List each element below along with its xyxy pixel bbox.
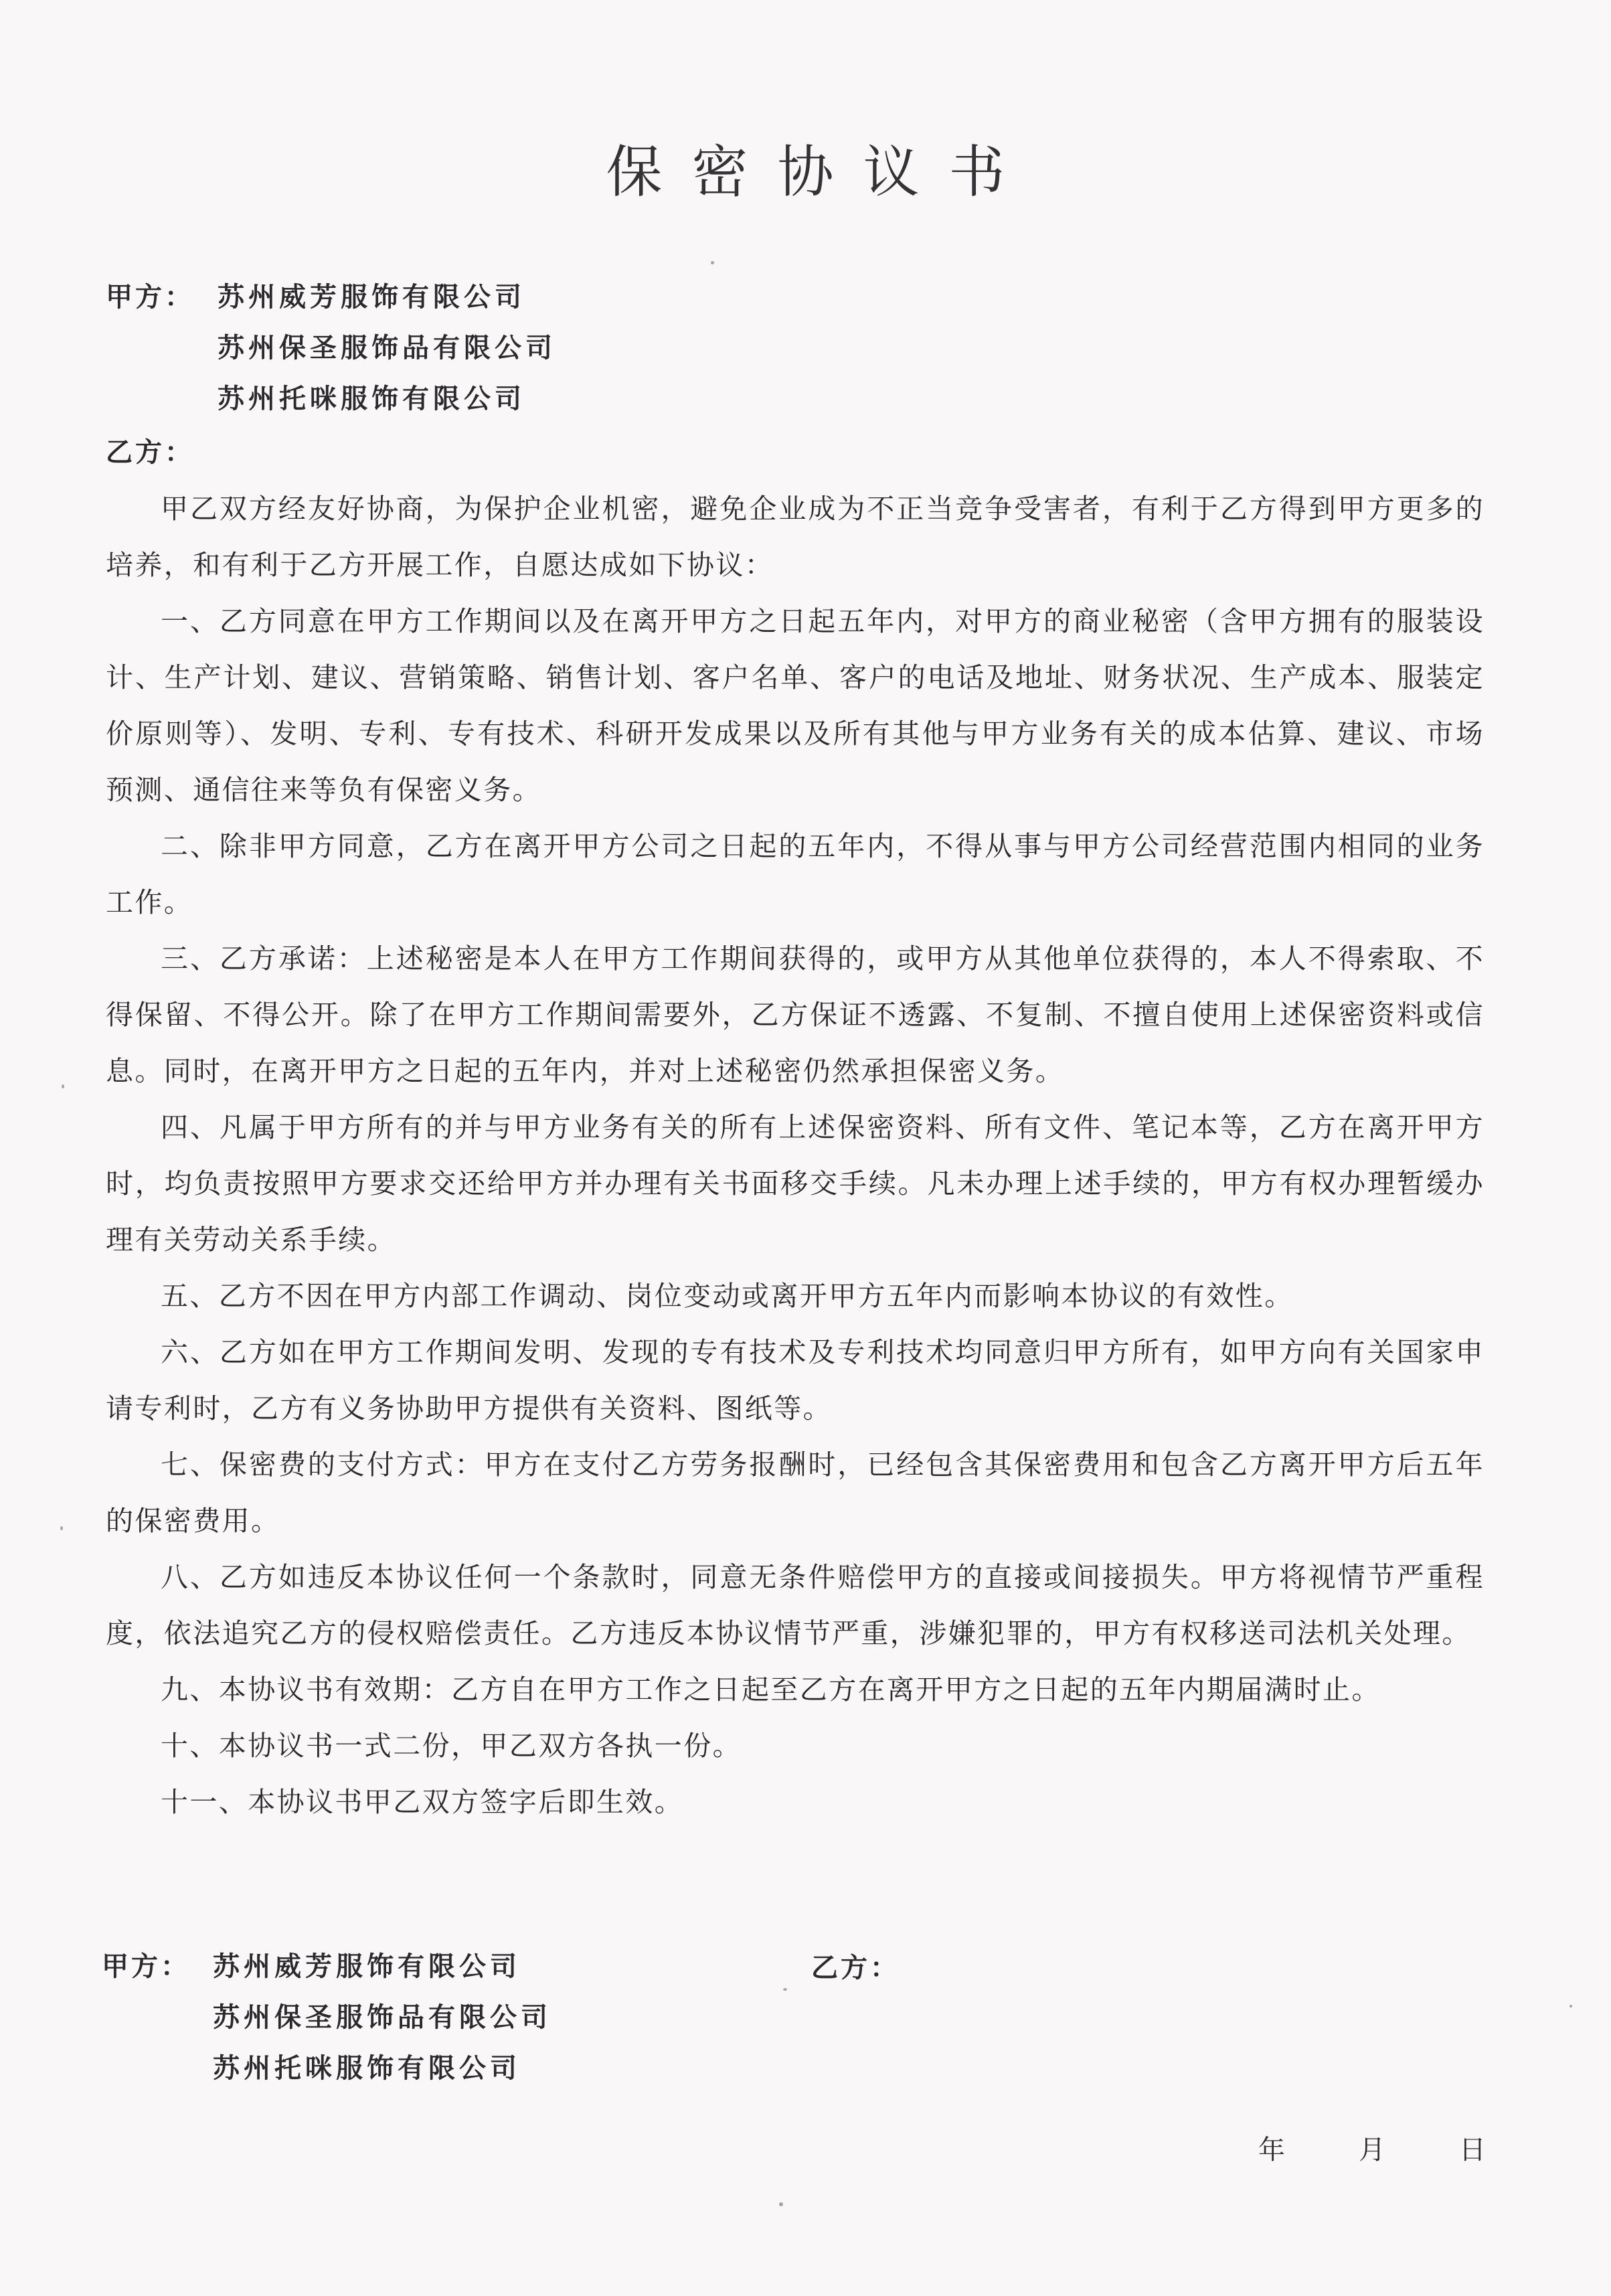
clause-2: 二、除非甲方同意，乙方在离开甲方公司之日起的五年内，不得从事与甲方公司经营范围内相同的业务工作。 [106, 830, 1485, 918]
signature-party-a-company-2: 苏州保圣服饰品有限公司 [213, 2002, 552, 2033]
date-year-label: 年 [1258, 2135, 1285, 2165]
scan-speck [711, 261, 714, 264]
scan-speck [779, 2202, 783, 2206]
party-a-company-3: 苏州托咪服饰有限公司 [218, 384, 525, 414]
clause-10: 十、本协议书一式二份，甲乙双方各执一份。 [161, 1730, 742, 1762]
scan-speck [783, 1988, 787, 1991]
clause-4: 四、凡属于甲方所有的并与甲方业务有关的所有上述保密资料、所有文件、笔记本等，乙方在离开甲方时，均负责按照甲方要求交还给甲方并办理有关书面移交手续。凡未办理上述手续的，甲方有权办理暂缓办理有关劳动关系手续。 [106, 1111, 1485, 1256]
scan-speck [62, 1084, 64, 1088]
party-a-company-2: 苏州保圣服饰品有限公司 [218, 333, 556, 363]
clause-8: 八、乙方如违反本协议任何一个条款时，同意无条件赔偿甲方的直接或间接损失。甲方将视情节严重程度，依法追究乙方的侵权赔偿责任。乙方违反本协议情节严重，涉嫌犯罪的，甲方有权移送司法机关处理。 [106, 1561, 1485, 1649]
party-a-label: 甲方： [106, 282, 194, 313]
clause-5: 五、乙方不因在甲方内部工作调动、岗位变动或离开甲方五年内而影响本协议的有效性。 [161, 1280, 1294, 1312]
signature-party-a-label: 甲方： [102, 1951, 190, 1982]
scan-speck [1570, 2005, 1572, 2007]
signature-party-a-company-1: 苏州威芳服饰有限公司 [213, 1951, 521, 1982]
clause-1: 一、乙方同意在甲方工作期间以及在离开甲方之日起五年内，对甲方的商业秘密（含甲方拥有的服装设计、生产计划、建议、营销策略、销售计划、客户名单、客户的电话及地址、财务状况、生产成本、服装定价原则等）、发明、专利、专有技术、科研开发成果以及所有其他与甲方业务有关的成本估算、建议、市场预测、通信往来等负有保密义务。 [106, 605, 1485, 806]
scan-speck [60, 1526, 63, 1530]
document-title: 保密协议书 [606, 139, 1035, 205]
intro-paragraph: 甲乙双方经友好协商，为保护企业机密，避免企业成为不正当竞争受害者，有利于乙方得到甲方更多的培养，和有利于乙方开展工作，自愿达成如下协议： [106, 493, 1485, 581]
clause-3: 三、乙方承诺：上述秘密是本人在甲方工作期间获得的，或甲方从其他单位获得的，本人不得索取、不得保留、不得公开。除了在甲方工作期间需要外，乙方保证不透露、不复制、不擅自使用上述保密资料或信息。同时，在离开甲方之日起的五年内，并对上述秘密仍然承担保密义务。 [106, 942, 1485, 1087]
clause-6: 六、乙方如在甲方工作期间发明、发现的专有技术及专利技术均同意归甲方所有，如甲方向有关国家申请专利时，乙方有义务协助甲方提供有关资料、图纸等。 [106, 1336, 1485, 1424]
agreement-body [106, 481, 1485, 1830]
party-b-label: 乙方： [106, 437, 194, 468]
date-month-label: 月 [1359, 2135, 1385, 2165]
signature-party-b-label: 乙方： [811, 1953, 900, 1983]
clause-11: 十一、本协议书甲乙双方签字后即生效。 [161, 1786, 684, 1818]
party-a-company-1: 苏州威芳服饰有限公司 [218, 282, 525, 313]
clause-7: 七、保密费的支付方式：甲方在支付乙方劳务报酬时，已经包含其保密费用和包含乙方离开甲方后五年的保密费用。 [106, 1449, 1485, 1537]
signature-party-a-company-3: 苏州托咪服饰有限公司 [213, 2053, 521, 2084]
clause-9: 九、本协议书有效期：乙方自在甲方工作之日起至乙方在离开甲方之日起的五年内期届满时止。 [161, 1673, 1381, 1706]
date-day-label: 日 [1459, 2135, 1486, 2165]
